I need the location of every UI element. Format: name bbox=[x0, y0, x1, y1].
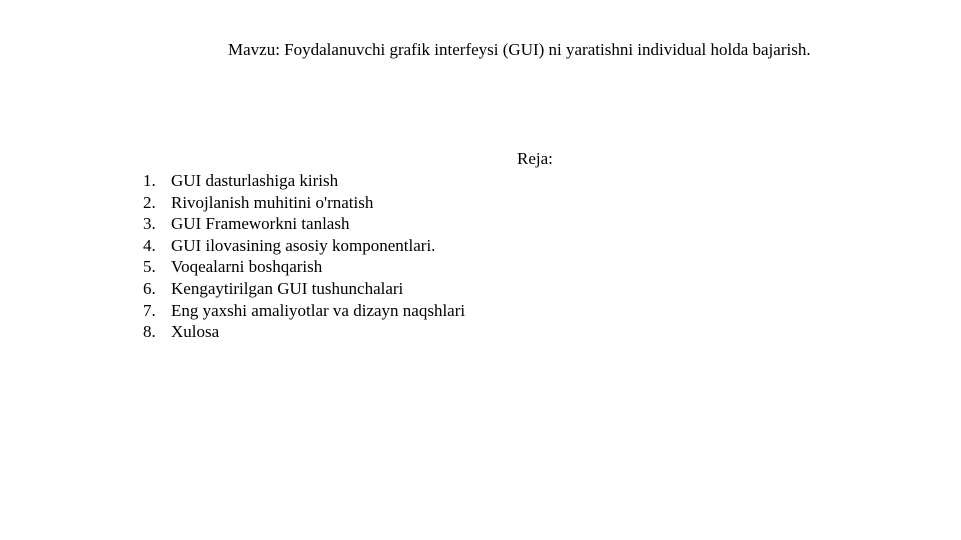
plan-item bbox=[143, 321, 465, 343]
plan-item-text: GUI Frameworkni tanlash bbox=[171, 214, 350, 234]
plan-item-number: 5. bbox=[143, 257, 156, 277]
plan-item-text: GUI dasturlashiga kirish bbox=[171, 171, 339, 190]
plan-item-number: 1. bbox=[143, 171, 156, 190]
plan-item bbox=[143, 300, 465, 322]
topic-heading: Mavzu: Foydalanuvchi grafik interfeysi (GUI) ni yaratishni individual holda bajarish. bbox=[228, 40, 811, 59]
plan-item bbox=[143, 235, 465, 257]
plan-item-text: GUI ilovasining asosiy komponentlari. bbox=[171, 235, 436, 255]
plan-item bbox=[143, 278, 465, 300]
plan-item-number: 2. bbox=[143, 192, 156, 212]
plan-item-text: Kengaytirilgan GUI tushunchalari bbox=[171, 278, 404, 298]
plan-item bbox=[143, 170, 465, 192]
plan-item bbox=[143, 192, 465, 214]
plan-item-number: 8. bbox=[143, 322, 156, 342]
plan-item-text: Rivojlanish muhitini o'rnatish bbox=[171, 192, 374, 212]
plan-item-number: 7. bbox=[143, 300, 156, 320]
plan-item-text: Eng yaxshi amaliyotlar va dizayn naqshlari bbox=[171, 300, 466, 320]
plan-item-text: Voqealarni boshqarish bbox=[171, 257, 323, 277]
plan-list bbox=[143, 170, 465, 343]
plan-title: Reja: bbox=[517, 149, 553, 168]
plan-item-number: 3. bbox=[143, 214, 156, 234]
plan-item-number: 6. bbox=[143, 278, 156, 298]
plan-item-text: Xulosa bbox=[171, 322, 220, 342]
plan-item bbox=[143, 256, 465, 278]
plan-item-number: 4. bbox=[143, 235, 156, 255]
plan-item bbox=[143, 213, 465, 235]
